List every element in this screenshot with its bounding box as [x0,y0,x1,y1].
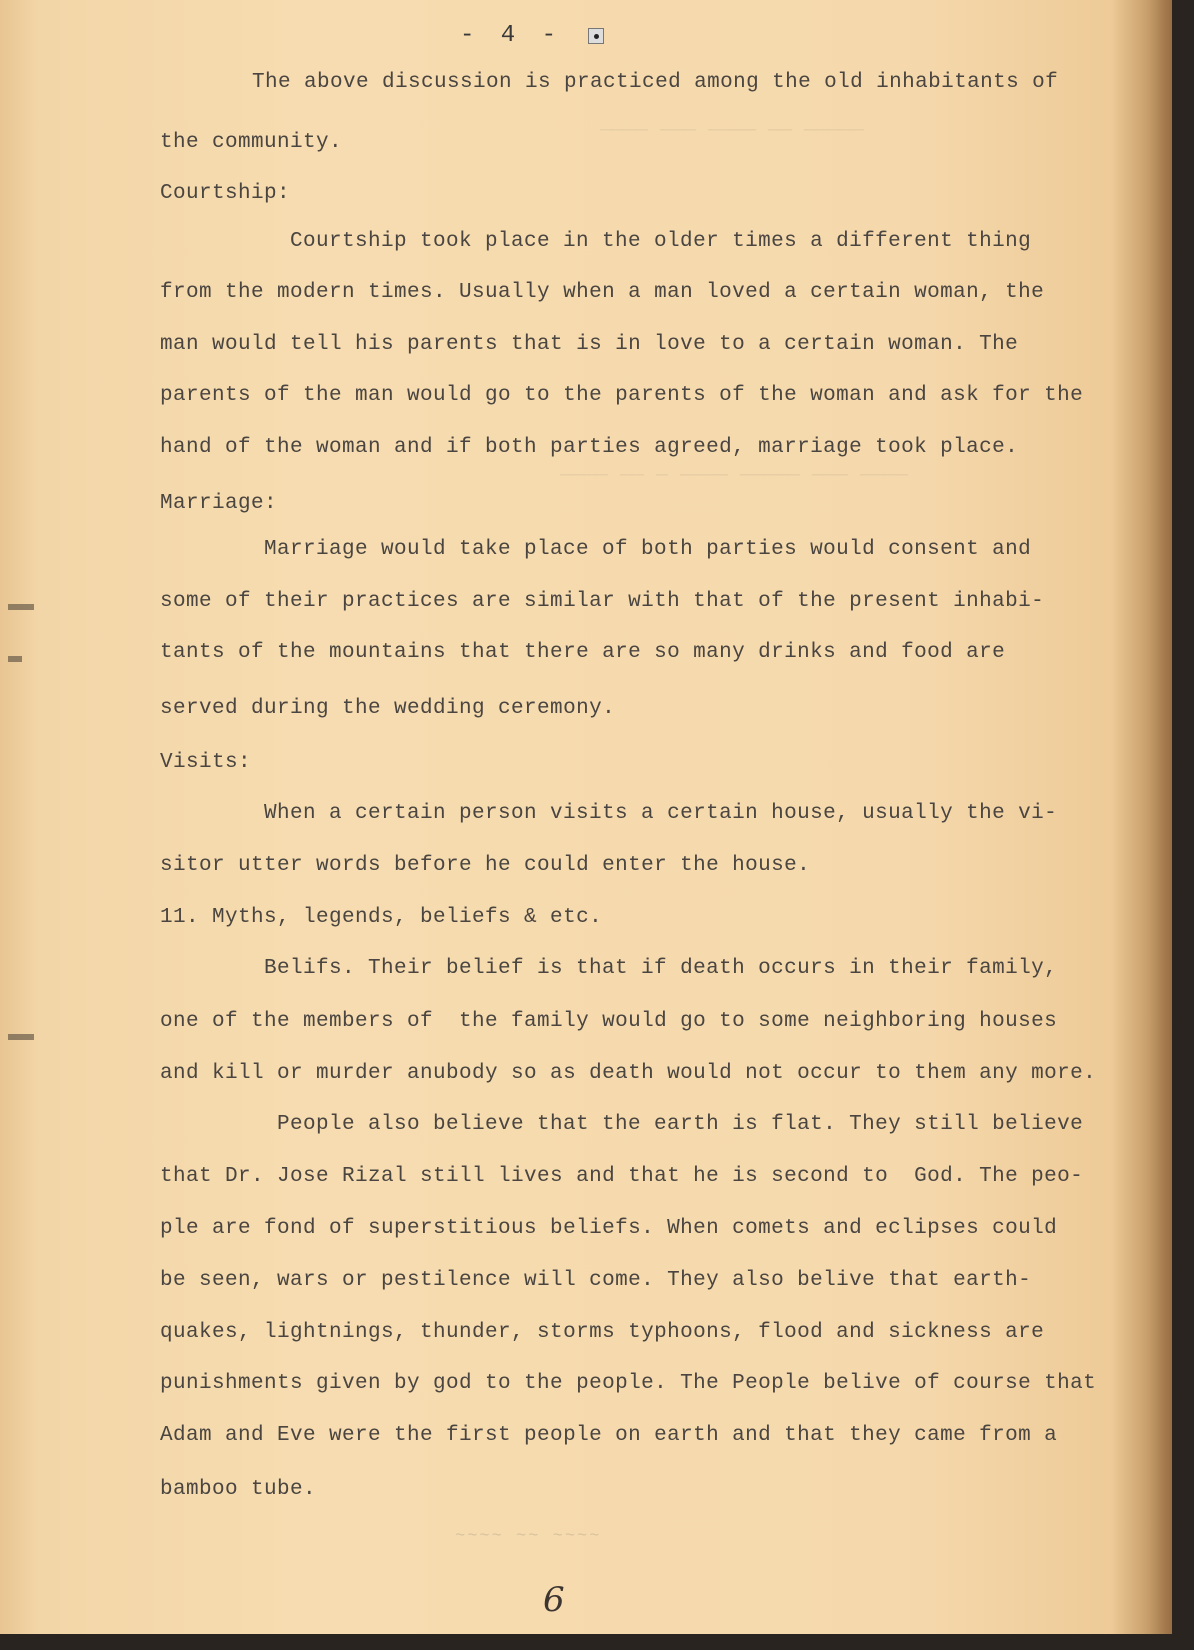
text-line: that Dr. Jose Rizal still lives and that he is second to God. The peo- [160,1165,1084,1188]
text-line: Belifs. Their belief is that if death occurs in their family, [264,957,1058,980]
text-line: and kill or murder anubody so as death would not occur to them any more. [160,1062,1097,1085]
binding-stain [8,656,22,662]
text-line: When a certain person visits a certain house, usually the vi- [264,802,1058,825]
bleed-through-text: ~~~~ ~~ ~~~~ [455,1527,602,1546]
text-line: be seen, wars or pestilence will come. They also belive that earth- [160,1269,1032,1292]
text-line: parents of the man would go to the parents of the woman and ask for the [160,384,1084,407]
section-heading-courtship: Courtship: [160,182,291,205]
text-line: one of the members of the family would go to some neighboring houses [160,1010,1058,1033]
text-line: from the modern times. Usually when a man loved a certain woman, the [160,281,1045,304]
section-heading-marriage: Marriage: [160,492,278,515]
punch-hole-mark [588,28,604,44]
text-line: Marriage would take place of both parties would consent and [264,538,1032,561]
text-line: sitor utter words before he could enter the house. [160,854,811,877]
show-through-text: ──── ─── ──── ── ───── [600,120,865,143]
show-through-text: ──── ── ─ ──── ───── ─── ──── [560,465,909,488]
text-line: Courtship took place in the older times a different thing [290,230,1032,253]
text-line: tants of the mountains that there are so many drinks and food are [160,641,1006,664]
text-line: punishments given by god to the people. The People belive of course that [160,1372,1097,1395]
text-line: People also believe that the earth is flat. They still believe [277,1113,1084,1136]
text-line: quakes, lightnings, thunder, storms typhoons, flood and sickness are [160,1321,1045,1344]
page-number: - 4 - [460,22,563,49]
text-line: The above discussion is practiced among the old inhabitants of [252,71,1059,94]
text-line: ple are fond of superstitious beliefs. When comets and eclipses could [160,1217,1058,1240]
text-line: the community. [160,131,343,154]
text-line: man would tell his parents that is in love to a certain woman. The [160,333,1019,356]
text-line: bamboo tube. [160,1478,317,1501]
section-heading-myths: 11. Myths, legends, beliefs & etc. [160,906,603,929]
text-line: Adam and Eve were the first people on earth and that they came from a [160,1424,1058,1447]
handwritten-page-number: 6 [543,1580,565,1620]
binding-stain [8,604,34,610]
text-line: some of their practices are similar with that of the present inhabi- [160,590,1045,613]
page-binding-shadow [1112,0,1172,1634]
text-line: hand of the woman and if both parties agreed, marriage took place. [160,436,1019,459]
text-line: served during the wedding ceremony. [160,697,616,720]
section-heading-visits: Visits: [160,751,252,774]
binding-stain [8,1034,34,1040]
